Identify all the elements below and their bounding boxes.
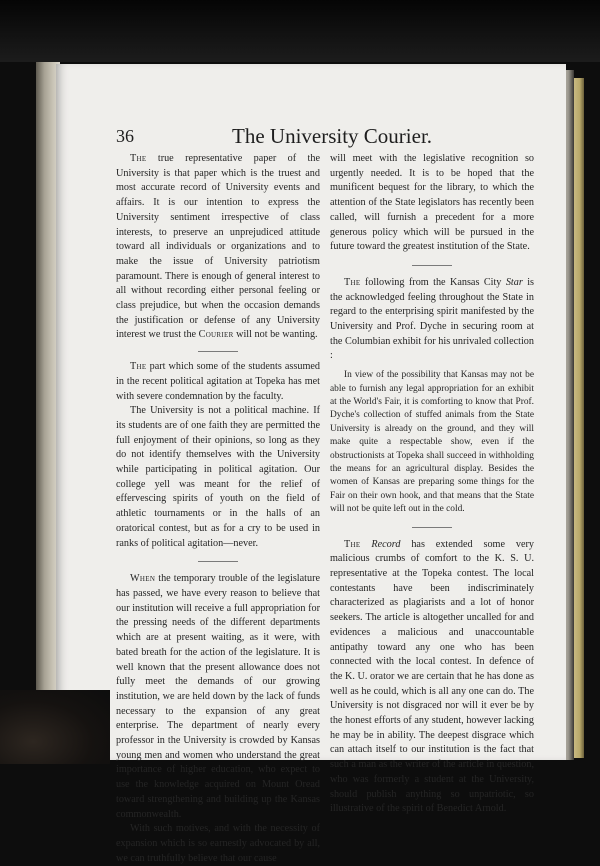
page-header — [116, 124, 486, 154]
page-number: 36 — [116, 126, 134, 146]
section-divider — [412, 265, 452, 266]
right-column — [330, 152, 534, 817]
masthead-title: The University Courier. — [232, 124, 433, 148]
section-divider — [412, 527, 452, 528]
editorial-paragraph: will meet with the legislative recognition so urgently needed. It is to be hoped that the munificent bequest for the library, to which the attention of the State legislators has recently been called, will furnish a precedent for a more generous policy which will be pursued in the future toward the greatest institution of the State. — [330, 153, 534, 253]
editorial-paragraph: When the temporary trouble of the legislature has passed, we have every reason to believe that our institution will receive a full appropriation for the pressing needs of the different departments which are at present waiting, as it were, with bated breath for the action of the legislature. It is well known that the present allowance does not fully meet the demands of our growing institution, we are held down by the lack of funds necessary to the expansion of any great enterprise. The department of nearly every professor in the University is crowded by Kansas young men and women who understand the great importance of higher education, who expect to use the knowledge acquired on Mount Oread toward strengthening and building up the Kansas commonwealth. — [116, 573, 320, 820]
editorial-paragraph: The part which some of the students assumed in the recent political agitation at Topeka has met with severe condemnation by the faculty. — [116, 361, 320, 402]
editorial-paragraph: The University is not a political machine. If its students are of one faith they are permitted the full enjoyment of their opinions, so long as they do not identify themselves with the University while participating in political agitation. Our college yell was meant for the relief of effervescing spirits of youth on the field of athletic tournaments or in the halls of an oratorical contest, but as for a cry to be used in ranks of political agitation—never. — [116, 405, 320, 549]
scan-background-top — [0, 0, 600, 62]
editorial-paragraph: The following from the Kansas City Star is the acknowledged feeling throughout the State in regard to the enterprising spirit manifested by the University and Prof. Dyche in securing room at the Columbian exhibit for his unrivaled collection : — [330, 276, 535, 362]
editorial-paragraph: The Record has extended some very malicious crumbs of comfort to the K. S. U. representative at the Topeka contest. The local contestants have been indiscriminately characterized as plagiarists and a lot of honor seekers. The article is altogether uncalled for and evidences a malicious and unaccountable antipathy toward any one who has been connected with the local contest. In defence of the K. U. orator we are certain that he has done as well as he could, which is all any one can do. The University is not disgraced nor will it ever be by the honest efforts of any student, however lacking he may be in ability. The deepest disgrace which can attach itself to our institution is the fact that such a man as the writer of the article in question, who was formerly a student at the University, should publish anything so unpatriotic, so illustrative of the spirit of Benedict Arnold. — [330, 538, 534, 815]
section-divider — [198, 351, 238, 352]
left-column — [116, 152, 320, 866]
scanner-thumb-shadow — [0, 690, 110, 764]
quoted-excerpt: In view of the possibility that Kansas may not be able to furnish any legal appropriation for an exhibit at the World's Fair, it is comforting to know that Prof. Dyche's collection of stuffed animals from the State University is already on the ground, and they will make quite a respectable show, even if the obstructionists at Topeka shall succeed in withholding the means for an agricultural display. Besides the women of Kansas are preparing some things for the Fair on their own hook, and that means that the State will not be quite left out in the cold. — [330, 370, 534, 515]
editorial-paragraph: The true representative paper of the University is that paper which is the truest and most accurate record of University events and affairs. It is our intention to express the University sentiment irrespective of class interests, to preserve an unprejudiced attitude toward all individuals or organizations and to make the issue of University patriotism paramount. There is enough of general interest to all without recording either personal feeling or class prejudice, but when the occasion demands the justification or defense of any University interest we trust the Courier will not be wanting. — [116, 153, 320, 341]
editorial-paragraph: With such motives, and with the necessity of expansion which is so earnestly advocated by all, we can truthfully believe that our cause — [116, 823, 320, 864]
section-divider — [198, 561, 238, 562]
